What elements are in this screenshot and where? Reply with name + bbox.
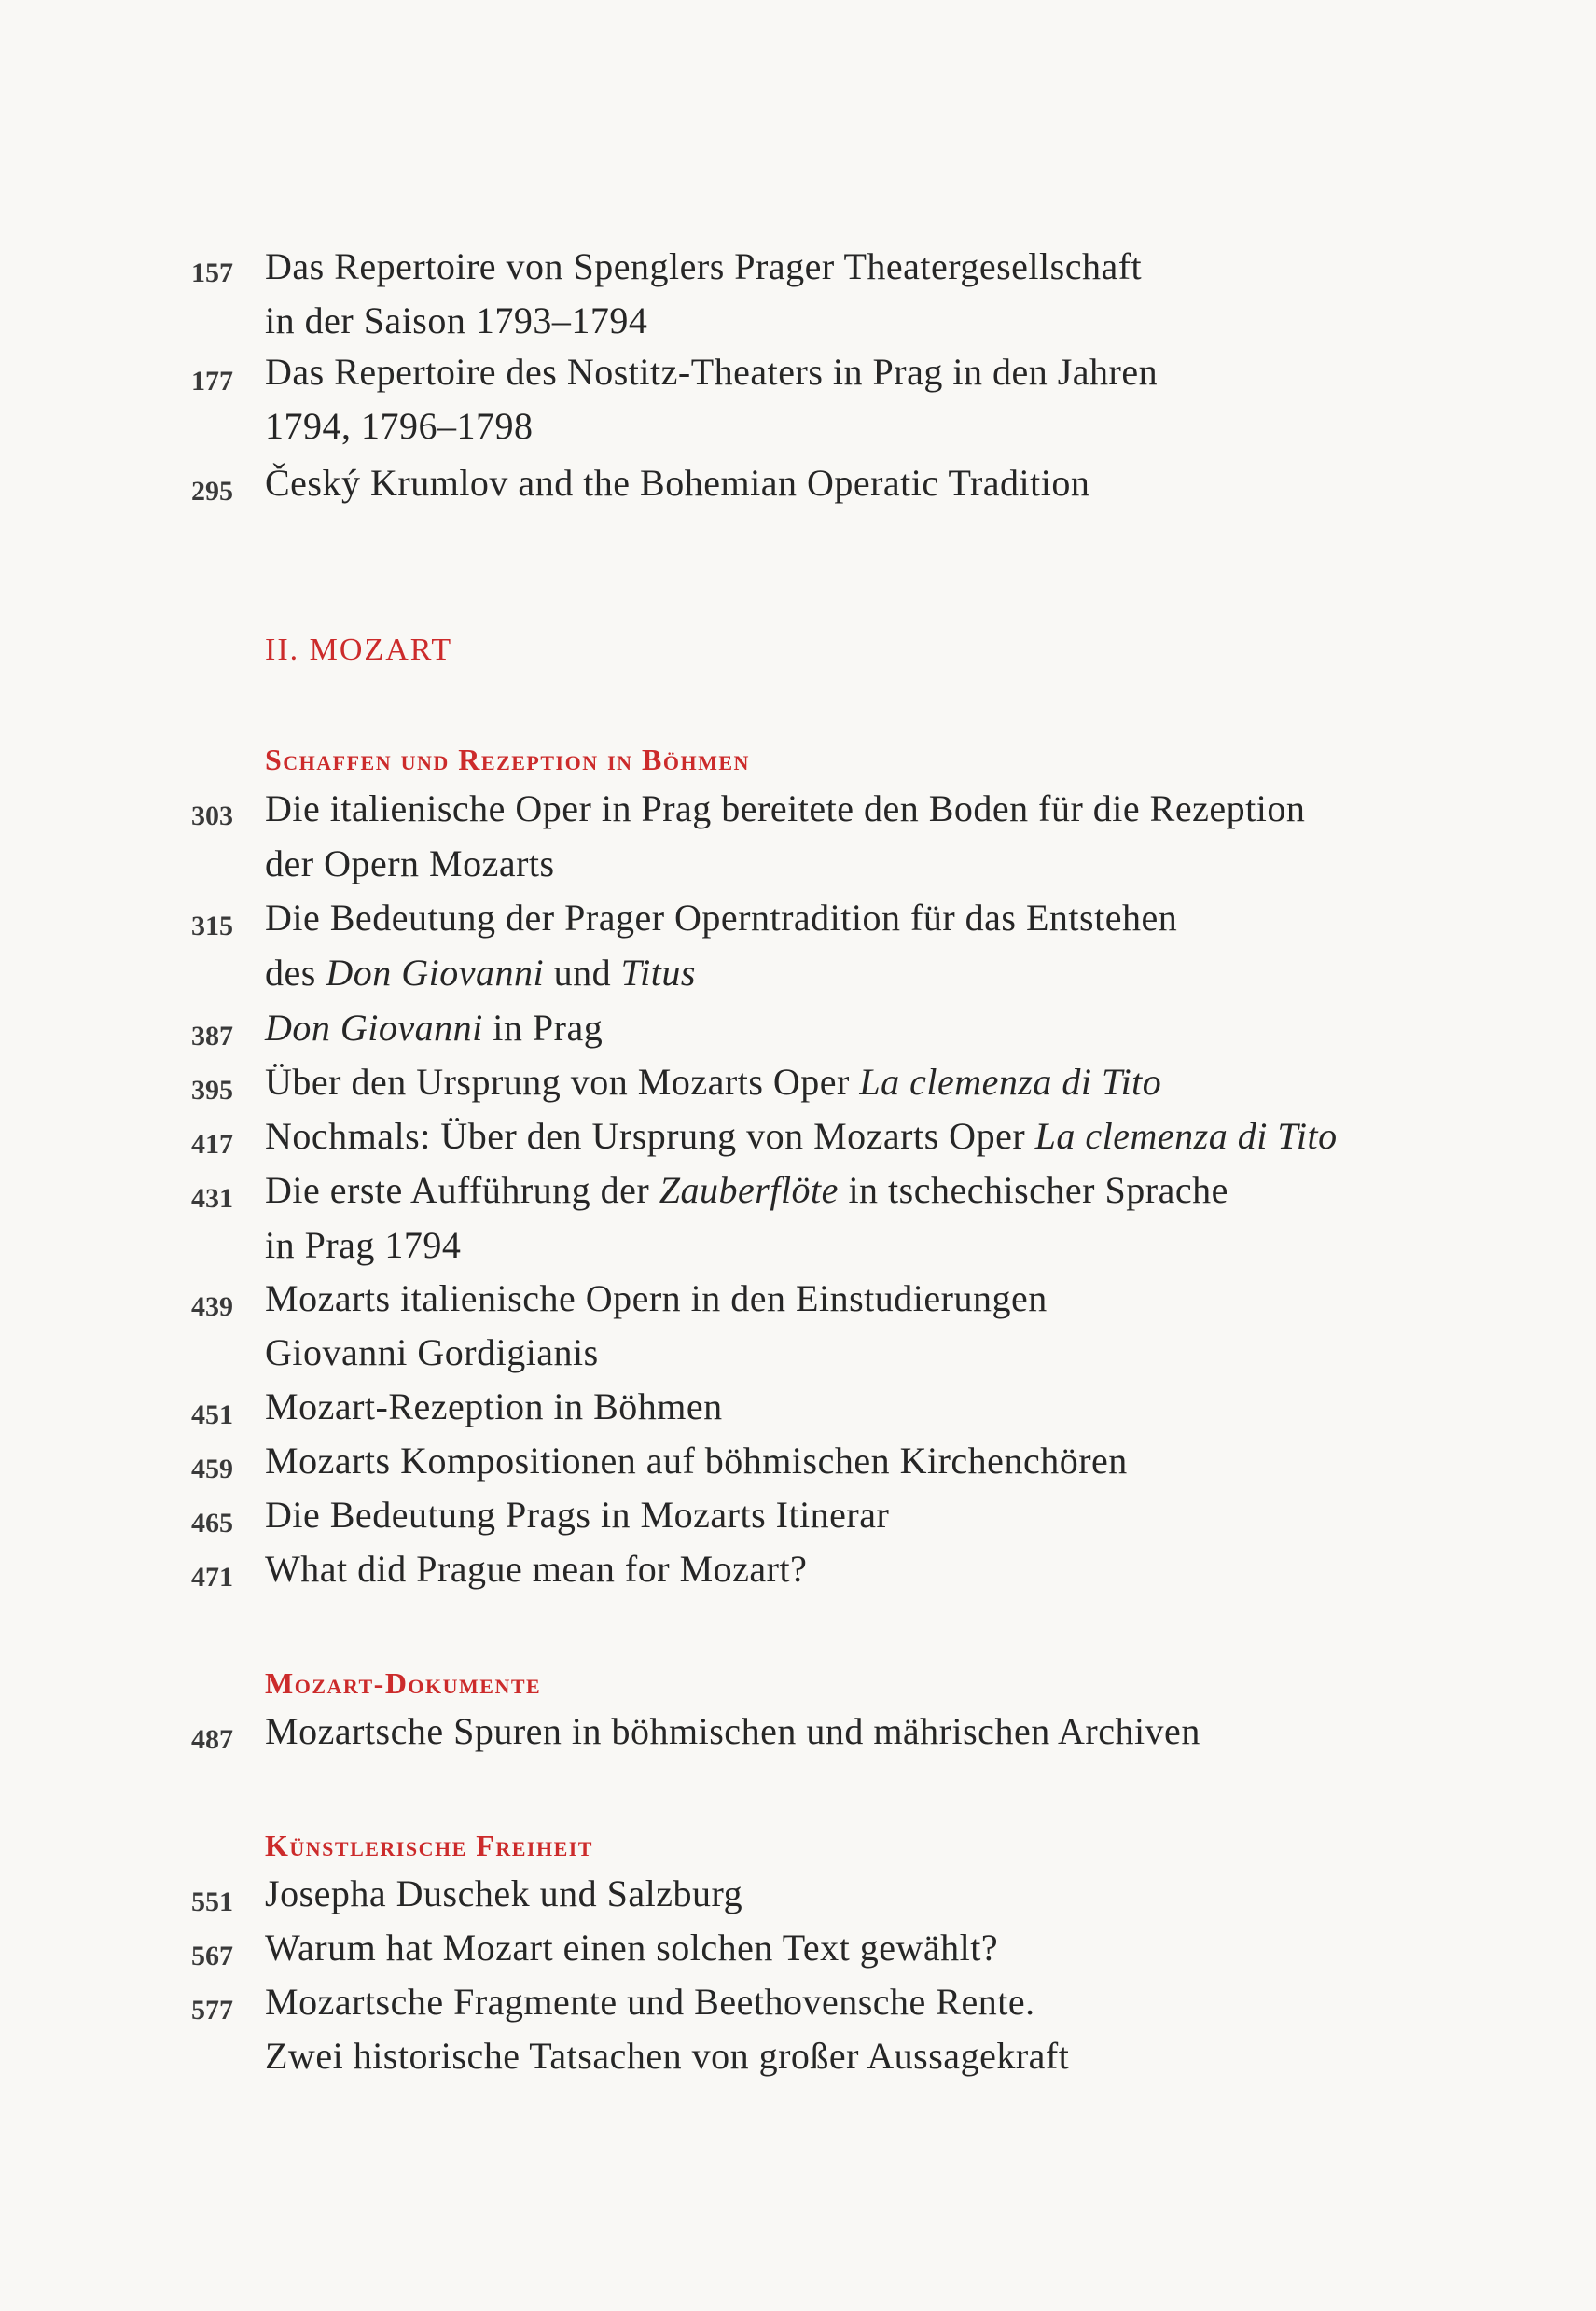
- entry-title-line: in Prag 1794: [265, 1224, 462, 1266]
- page-number: 315: [191, 911, 233, 941]
- work-title: Don Giovanni: [326, 952, 545, 994]
- page-number: 551: [191, 1886, 233, 1917]
- entry-title-line: des Don Giovanni und Titus: [265, 952, 696, 994]
- entry-title-line: Die erste Aufführung der Zauberflöte in tschechischer Sprache: [265, 1169, 1228, 1211]
- page-number: 303: [191, 800, 233, 831]
- work-title: La clemenza di Tito: [1034, 1115, 1338, 1157]
- page-number: 487: [191, 1724, 233, 1755]
- entry-title-line: Zwei historische Tatsachen von großer Aussagekraft: [265, 2035, 1070, 2077]
- entry-title-line: Mozarts italienische Opern in den Einstudierungen: [265, 1277, 1048, 1319]
- entry-title-line: Die Bedeutung der Prager Operntradition für das Entstehen: [265, 897, 1178, 939]
- page-number: 577: [191, 1995, 233, 2026]
- page-number: 459: [191, 1454, 233, 1484]
- page-number: 567: [191, 1941, 233, 1971]
- page-number: 439: [191, 1291, 233, 1322]
- page-number: 295: [191, 476, 233, 507]
- subsection-heading: Künstlerische Freiheit: [265, 1829, 593, 1862]
- page-number: 157: [191, 258, 233, 288]
- entry-title-line: Don Giovanni in Prag: [265, 1007, 604, 1049]
- work-title: Don Giovanni: [265, 1007, 483, 1049]
- page-number: 451: [191, 1399, 233, 1430]
- entry-title-line: 1794, 1796–1798: [265, 405, 534, 447]
- entry-title-line: Das Repertoire von Spenglers Prager Theatergesellschaft: [265, 245, 1143, 287]
- entry-title-line: der Opern Mozarts: [265, 842, 555, 884]
- page-number: 395: [191, 1075, 233, 1106]
- entry-title-line: Die Bedeutung Prags in Mozarts Itinerar: [265, 1494, 890, 1536]
- entry-title-line: Mozartsche Spuren in böhmischen und mährischen Archiven: [265, 1710, 1200, 1752]
- entry-title-line: Das Repertoire des Nostitz-Theaters in Prag in den Jahren: [265, 351, 1159, 393]
- entry-title-line: Giovanni Gordigianis: [265, 1331, 599, 1373]
- page-number: 431: [191, 1183, 233, 1214]
- work-title: Titus: [620, 952, 696, 994]
- page-number: 465: [191, 1508, 233, 1538]
- page-number: 471: [191, 1562, 233, 1593]
- work-title: La clemenza di Tito: [859, 1061, 1162, 1103]
- work-title: Zauberflöte: [659, 1169, 839, 1211]
- section-heading: II. MOZART: [265, 633, 453, 667]
- entry-title-line: in der Saison 1793–1794: [265, 299, 648, 341]
- entry-title-line: Über den Ursprung von Mozarts Oper La clemenza di Tito: [265, 1061, 1162, 1103]
- entry-title-line: Nochmals: Über den Ursprung von Mozarts Oper La clemenza di Tito: [265, 1115, 1338, 1157]
- entry-title-line: Josepha Duschek und Salzburg: [265, 1872, 743, 1914]
- entry-title-line: Mozartsche Fragmente und Beethovensche Rente.: [265, 1981, 1035, 2023]
- entry-title-line: What did Prague mean for Mozart?: [265, 1548, 808, 1590]
- page-number: 417: [191, 1129, 233, 1160]
- page-number: 177: [191, 366, 233, 397]
- subsection-heading: Schaffen und Rezeption in Böhmen: [265, 743, 750, 776]
- entry-title-line: Die italienische Oper in Prag bereitete den Boden für die Rezeption: [265, 787, 1306, 829]
- subsection-heading: Mozart-Dokumente: [265, 1666, 542, 1700]
- entry-title-line: Český Krumlov and the Bohemian Operatic Tradition: [265, 462, 1090, 504]
- page-number: 387: [191, 1021, 233, 1051]
- entry-title-line: Warum hat Mozart einen solchen Text gewählt?: [265, 1927, 999, 1969]
- entry-title-line: Mozart-Rezeption in Böhmen: [265, 1385, 723, 1427]
- entry-title-line: Mozarts Kompositionen auf böhmischen Kirchenchören: [265, 1440, 1128, 1482]
